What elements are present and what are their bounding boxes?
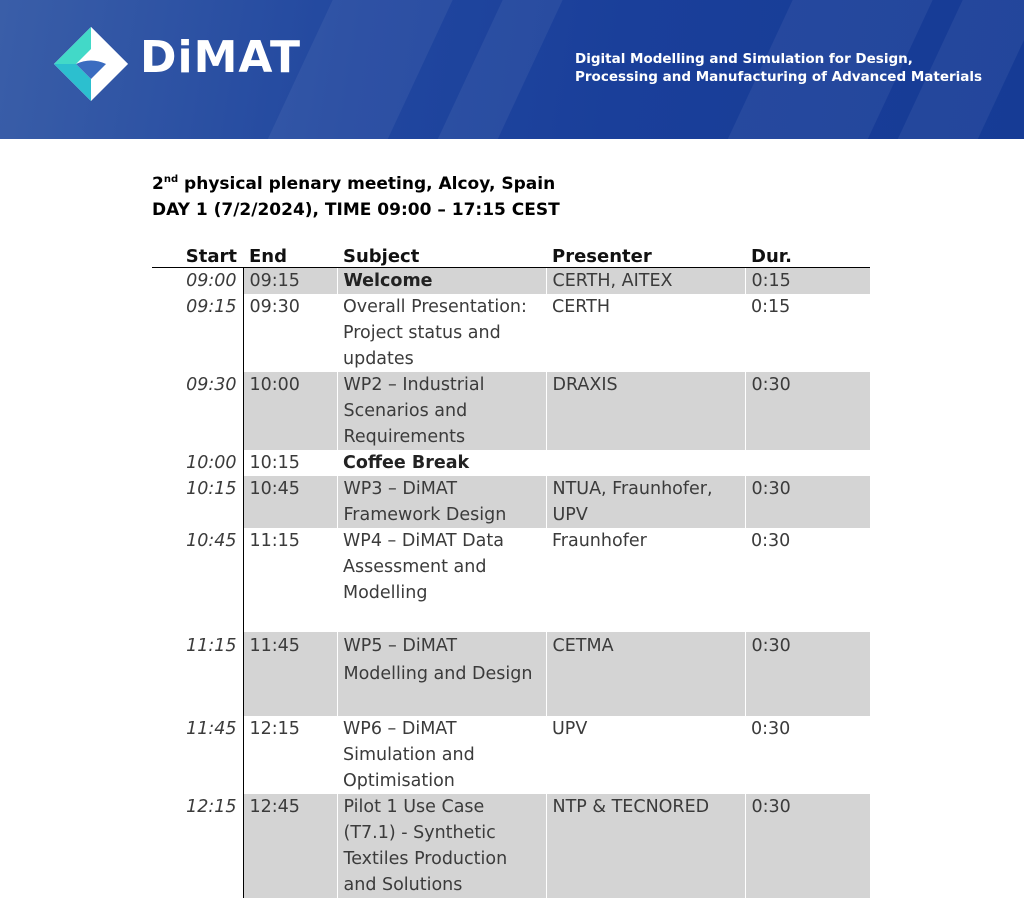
row-start: 09:00: [152, 268, 243, 295]
meeting-title: [152, 174, 555, 194]
row-start: 09:15: [152, 294, 243, 372]
row-start: 10:00: [152, 450, 243, 476]
row-end: 09:30: [249, 297, 300, 317]
row-start: 11:15: [152, 632, 243, 716]
row-subject: Welcome: [337, 268, 546, 295]
meeting-day-line: DAY 1 (7/2/2024), TIME 09:00 – 17:15 CEST: [152, 200, 560, 220]
agenda-row: [152, 528, 870, 632]
row-presenter: DRAXIS: [546, 372, 745, 450]
agenda-table: [152, 241, 870, 898]
row-end: 11:15: [249, 531, 300, 551]
row-subject: Overall Presentation: Project status and updates: [343, 297, 527, 369]
row-duration: [745, 450, 870, 476]
row-duration: 0:15: [745, 268, 870, 295]
agenda-row: [152, 716, 870, 794]
row-duration: 0:30: [751, 719, 791, 739]
header-end: End: [243, 241, 337, 268]
row-start: 11:45: [152, 716, 243, 794]
row-end: 11:45: [243, 632, 337, 716]
row-presenter: Fraunhofer: [552, 531, 647, 551]
header-duration: Dur.: [745, 241, 870, 268]
agenda-row: [152, 476, 870, 528]
row-duration: 0:30: [745, 372, 870, 450]
row-duration: 0:30: [751, 531, 791, 551]
row-subject: WP4 – DiMAT Data Assessment and Modelling: [343, 531, 504, 603]
row-end: 10:15: [249, 453, 300, 473]
row-presenter: [546, 450, 745, 476]
meeting-title-text: physical plenary meeting, Alcoy, Spain: [178, 174, 556, 194]
row-end: 10:00: [243, 372, 337, 450]
row-duration: 0:15: [751, 297, 791, 317]
row-presenter: UPV: [552, 719, 588, 739]
row-end: 10:45: [243, 476, 337, 528]
row-end: 12:45: [243, 794, 337, 898]
meeting-ordinal-suffix: nd: [163, 174, 179, 185]
header-presenter: Presenter: [546, 241, 745, 268]
dimat-logo-icon: [54, 27, 128, 101]
row-start: 09:30: [152, 372, 243, 450]
row-presenter: CERTH: [552, 297, 611, 317]
agenda-row: [152, 450, 870, 476]
row-end: 09:15: [243, 268, 337, 295]
row-start: 10:15: [152, 476, 243, 528]
meeting-ordinal-number: 2: [152, 174, 164, 194]
row-start: 10:45: [152, 528, 243, 632]
agenda-header-row: [152, 241, 870, 268]
row-subject: Pilot 1 Use Case (T7.1) - Synthetic Textiles Production and Solutions: [337, 794, 546, 898]
header-subject: Subject: [337, 241, 546, 268]
agenda-row: [152, 294, 870, 372]
row-subject: WP3 – DiMAT Framework Design: [337, 476, 546, 528]
row-end: 12:15: [249, 719, 300, 739]
row-start: 12:15: [152, 794, 243, 898]
row-presenter: NTUA, Fraunhofer, UPV: [546, 476, 745, 528]
row-subject: Coffee Break: [343, 453, 470, 473]
header-start: Start: [152, 241, 243, 268]
agenda-row: [152, 632, 870, 716]
row-subject: WP5 – DiMAT Modelling and Design: [337, 632, 546, 716]
tagline-line-1: Digital Modelling and Simulation for Design,: [575, 51, 913, 67]
row-presenter: CERTH, AITEX: [546, 268, 745, 295]
agenda-row: [152, 372, 870, 450]
row-presenter: CETMA: [546, 632, 745, 716]
agenda-row: [152, 794, 870, 898]
row-duration: 0:30: [745, 794, 870, 898]
tagline-line-2: Processing and Manufacturing of Advanced Materials: [575, 69, 983, 85]
brand-tagline: [575, 50, 982, 86]
header-banner: [0, 0, 1024, 139]
row-duration: 0:30: [745, 632, 870, 716]
row-subject: WP2 – Industrial Scenarios and Requirements: [337, 372, 546, 450]
brand-name: DiMAT: [140, 32, 302, 83]
row-duration: 0:30: [745, 476, 870, 528]
row-presenter: NTP & TECNORED: [546, 794, 745, 898]
agenda-row: [152, 268, 870, 295]
row-subject: WP6 – DiMAT Simulation and Optimisation: [343, 719, 475, 791]
